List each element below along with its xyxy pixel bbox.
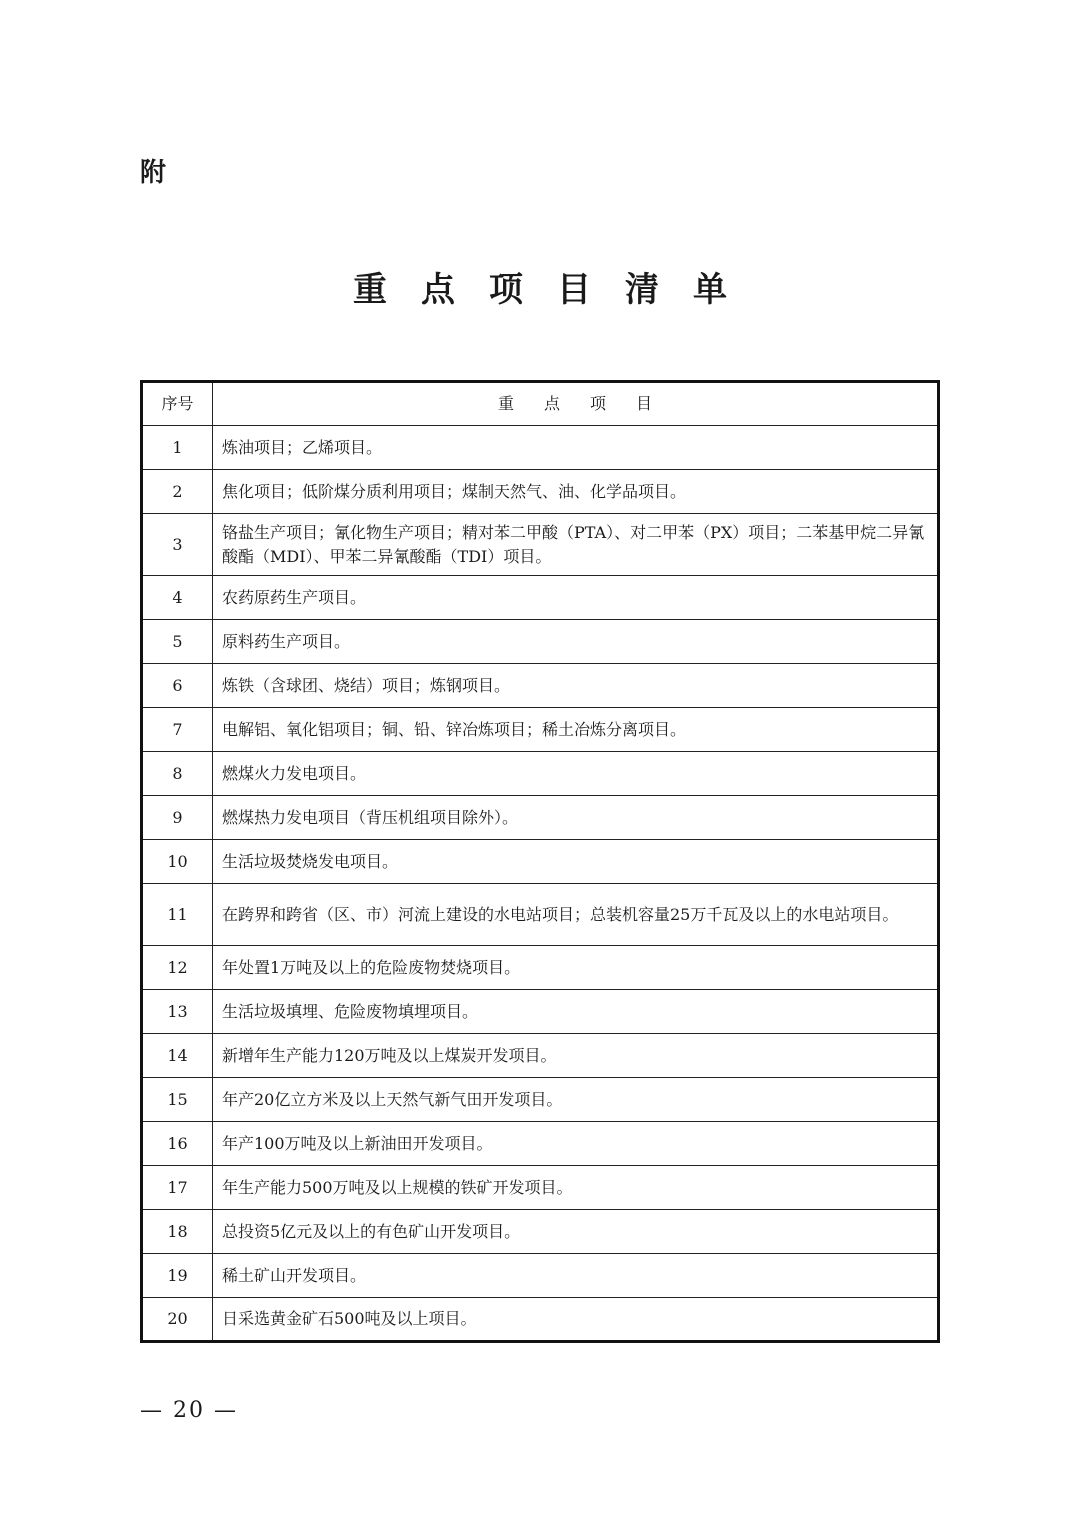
row-item: 铬盐生产项目；氰化物生产项目；精对苯二甲酸（PTA）、对二甲苯（PX）项目；二苯基甲烷二异氰酸酯（MDI）、甲苯二异氰酸酯（TDI）项目。: [213, 514, 939, 576]
header-serial-number: 序号: [142, 382, 213, 426]
table-row: [142, 708, 939, 752]
row-number: 13: [142, 990, 213, 1034]
table-header-row: [142, 382, 939, 426]
row-item: 日采选黄金矿石500吨及以上项目。: [213, 1298, 939, 1342]
row-item: 燃煤火力发电项目。: [213, 752, 939, 796]
table-row: [142, 426, 939, 470]
row-item: 年产20亿立方米及以上天然气新气田开发项目。: [213, 1078, 939, 1122]
table-row: [142, 620, 939, 664]
table-row: [142, 1034, 939, 1078]
row-item: 生活垃圾填埋、危险废物填埋项目。: [213, 990, 939, 1034]
row-item: 在跨界和跨省（区、市）河流上建设的水电站项目；总装机容量25万千瓦及以上的水电站项目。: [213, 884, 939, 946]
row-number: 19: [142, 1254, 213, 1298]
table-row: [142, 840, 939, 884]
table-row: [142, 470, 939, 514]
row-number: 14: [142, 1034, 213, 1078]
row-number: 20: [142, 1298, 213, 1342]
row-number: 18: [142, 1210, 213, 1254]
table-row: [142, 664, 939, 708]
row-item: 电解铝、氧化铝项目；铜、铅、锌冶炼项目；稀土冶炼分离项目。: [213, 708, 939, 752]
table-row: [142, 990, 939, 1034]
table-row: [142, 514, 939, 576]
row-item: 年生产能力500万吨及以上规模的铁矿开发项目。: [213, 1166, 939, 1210]
row-number: 1: [142, 426, 213, 470]
row-number: 5: [142, 620, 213, 664]
row-item: 总投资5亿元及以上的有色矿山开发项目。: [213, 1210, 939, 1254]
table-row: [142, 796, 939, 840]
table-row: [142, 752, 939, 796]
row-item: 稀土矿山开发项目。: [213, 1254, 939, 1298]
page-title: 重点项目清单: [353, 270, 761, 310]
row-item: 农药原药生产项目。: [213, 576, 939, 620]
row-number: 11: [142, 884, 213, 946]
row-item: 生活垃圾焚烧发电项目。: [213, 840, 939, 884]
row-number: 3: [142, 514, 213, 576]
row-item: 原料药生产项目。: [213, 620, 939, 664]
table-row: [142, 1254, 939, 1298]
row-number: 6: [142, 664, 213, 708]
row-number: 9: [142, 796, 213, 840]
appendix-label: 附: [140, 158, 167, 188]
row-item: 新增年生产能力120万吨及以上煤炭开发项目。: [213, 1034, 939, 1078]
row-number: 7: [142, 708, 213, 752]
table-row: [142, 1122, 939, 1166]
row-item: 炼油项目；乙烯项目。: [213, 426, 939, 470]
row-number: 12: [142, 946, 213, 990]
table-row: [142, 1210, 939, 1254]
table-row: [142, 1298, 939, 1342]
key-projects-table: [140, 380, 940, 1343]
row-item: 燃煤热力发电项目（背压机组项目除外）。: [213, 796, 939, 840]
page-number: — 20 —: [140, 1398, 238, 1423]
header-key-project: 重点项目: [213, 382, 939, 426]
row-item: 焦化项目；低阶煤分质利用项目；煤制天然气、油、化学品项目。: [213, 470, 939, 514]
row-item: 年产100万吨及以上新油田开发项目。: [213, 1122, 939, 1166]
row-number: 16: [142, 1122, 213, 1166]
row-number: 10: [142, 840, 213, 884]
row-item: 炼铁（含球团、烧结）项目；炼钢项目。: [213, 664, 939, 708]
table-row: [142, 884, 939, 946]
row-item: 年处置1万吨及以上的危险废物焚烧项目。: [213, 946, 939, 990]
table-row: [142, 576, 939, 620]
row-number: 4: [142, 576, 213, 620]
row-number: 15: [142, 1078, 213, 1122]
row-number: 2: [142, 470, 213, 514]
row-number: 17: [142, 1166, 213, 1210]
table-row: [142, 1078, 939, 1122]
table-row: [142, 946, 939, 990]
row-number: 8: [142, 752, 213, 796]
table-row: [142, 1166, 939, 1210]
